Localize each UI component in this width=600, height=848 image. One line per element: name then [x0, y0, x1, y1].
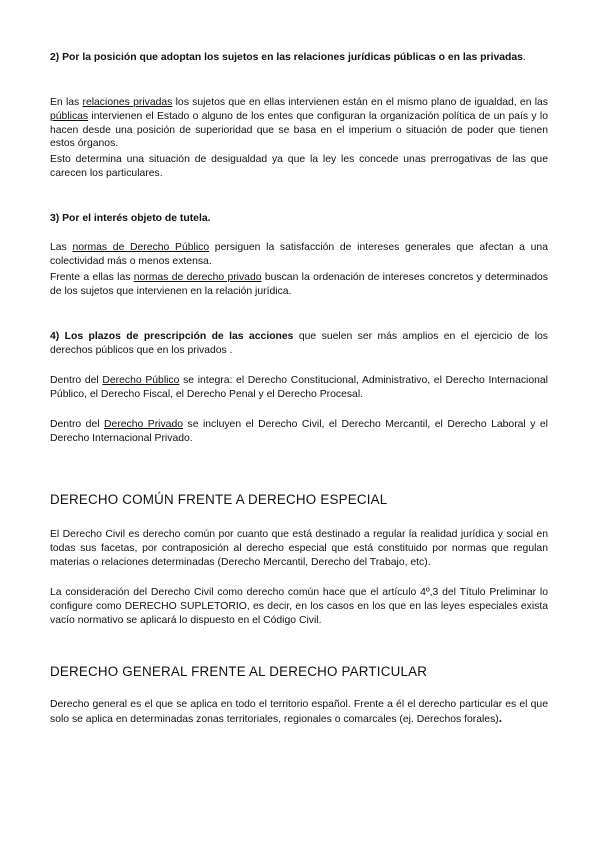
- section-4-heading-rest: que suelen ser más amplios en el ejercicio de los derechos públicos que en los privados .: [50, 331, 548, 356]
- s3-p2-text-b: buscan la ordenación de intereses concretos y determinados de los sujetos que intervienen en la relación jurídica.: [50, 272, 548, 297]
- derecho-comun-heading: DERECHO COMÚN FRENTE A DERECHO ESPECIAL: [50, 492, 388, 507]
- section-2-heading-period: .: [522, 52, 526, 63]
- section-3-paragraph-2: [50, 271, 548, 299]
- s3-p1-text-a: Las: [50, 242, 73, 253]
- s2-p1-text-b: los sujetos que en ellas intervienen están en el mismo plano de igualdad, en las: [172, 97, 548, 108]
- s4-p1-text-a: Dentro del: [50, 375, 103, 386]
- s3-p1-text-b: persiguen la satisfacción de intereses generales que afectan a una colectividad más o menos extensa.: [50, 242, 548, 267]
- derecho-general-heading: DERECHO GENERAL FRENTE AL DERECHO PARTICULAR: [50, 664, 428, 679]
- s4-p2-text-b: se incluyen el Derecho Civil, el Derecho Mercantil, el Derecho Laboral y el Derecho Internacional Privado.: [50, 419, 548, 444]
- s3-p2-text-a: Frente a ellas las: [50, 272, 134, 283]
- derecho-comun-paragraph-1: El Derecho Civil es derecho común por cuanto que está destinado a regular la realidad jurídica y social en todas sus facetas, por contraposición al derecho especial que está constituido por normas que regulan materias o relaciones determinadas (Derecho Mercantil, Derecho del Trabajo, etc).: [50, 529, 548, 568]
- section-4-paragraph-2: [50, 418, 548, 446]
- section-4-heading: 4) Los plazos de prescripción de las acciones: [50, 331, 294, 342]
- section-3-paragraph-1: [50, 241, 548, 269]
- derecho-general-paragraph-1: [50, 698, 548, 727]
- section-2-paragraph-2: Esto determina una situación de desigualdad ya que la ley les concede unas prerrogativas de las que carecen los particulares.: [50, 154, 548, 179]
- section-2-heading: [50, 51, 548, 65]
- derecho-privado-term: Derecho Privado: [104, 419, 184, 430]
- s4-p2-text-a: Dentro del: [50, 419, 105, 430]
- general-p1-period: .: [498, 710, 503, 725]
- general-p1-text: Derecho general es el que se aplica en todo el territorio español. Frente a él el derecho particular es el que solo se aplica en determinadas zonas territoriales, regionales o comarcales (ej. Derechos forales): [50, 699, 548, 725]
- section-3-heading: 3) Por el interés objeto de tutela.: [50, 213, 211, 224]
- derecho-comun-paragraph-2: La consideración del Derecho Civil como derecho común hace que el artículo 4º,3 del Título Preliminar lo configure como DERECHO SUPLETORIO, es decir, en los casos en los que en las leyes especiales exista vacío normativo se aplicará lo dispuesto en el Código Civil.: [50, 587, 548, 626]
- publicas-term: públicas: [50, 110, 89, 122]
- s4-p1-text-b: se integra: el Derecho Constitucional, Administrativo, el Derecho Internacional Público, el Derecho Fiscal, el Derecho Penal y el Derecho Procesal.: [50, 375, 548, 400]
- normas-derecho-publico-term: normas de Derecho Público: [72, 242, 210, 253]
- s2-p1-text-a: En las: [50, 97, 83, 108]
- section-4-paragraph-heading: [50, 330, 548, 358]
- section-2-heading-text: 2) Por la posición que adoptan los sujetos en las relaciones jurídicas públicas o en las privadas: [50, 52, 523, 63]
- section-4-paragraph-1: [50, 374, 548, 402]
- section-2-paragraph-1: [50, 96, 548, 151]
- s2-p1-text-c: intervienen el Estado o alguno de los entes que configuran la organización política de un país y lo hacen desde una posición de superioridad que se basa en el imperium o situación de poder que tienen estos órganos.: [50, 110, 548, 150]
- derecho-publico-term: Derecho Público: [102, 375, 180, 386]
- normas-derecho-privado-term: normas de derecho privado: [133, 272, 262, 283]
- relaciones-privadas-term: relaciones privadas: [82, 97, 173, 108]
